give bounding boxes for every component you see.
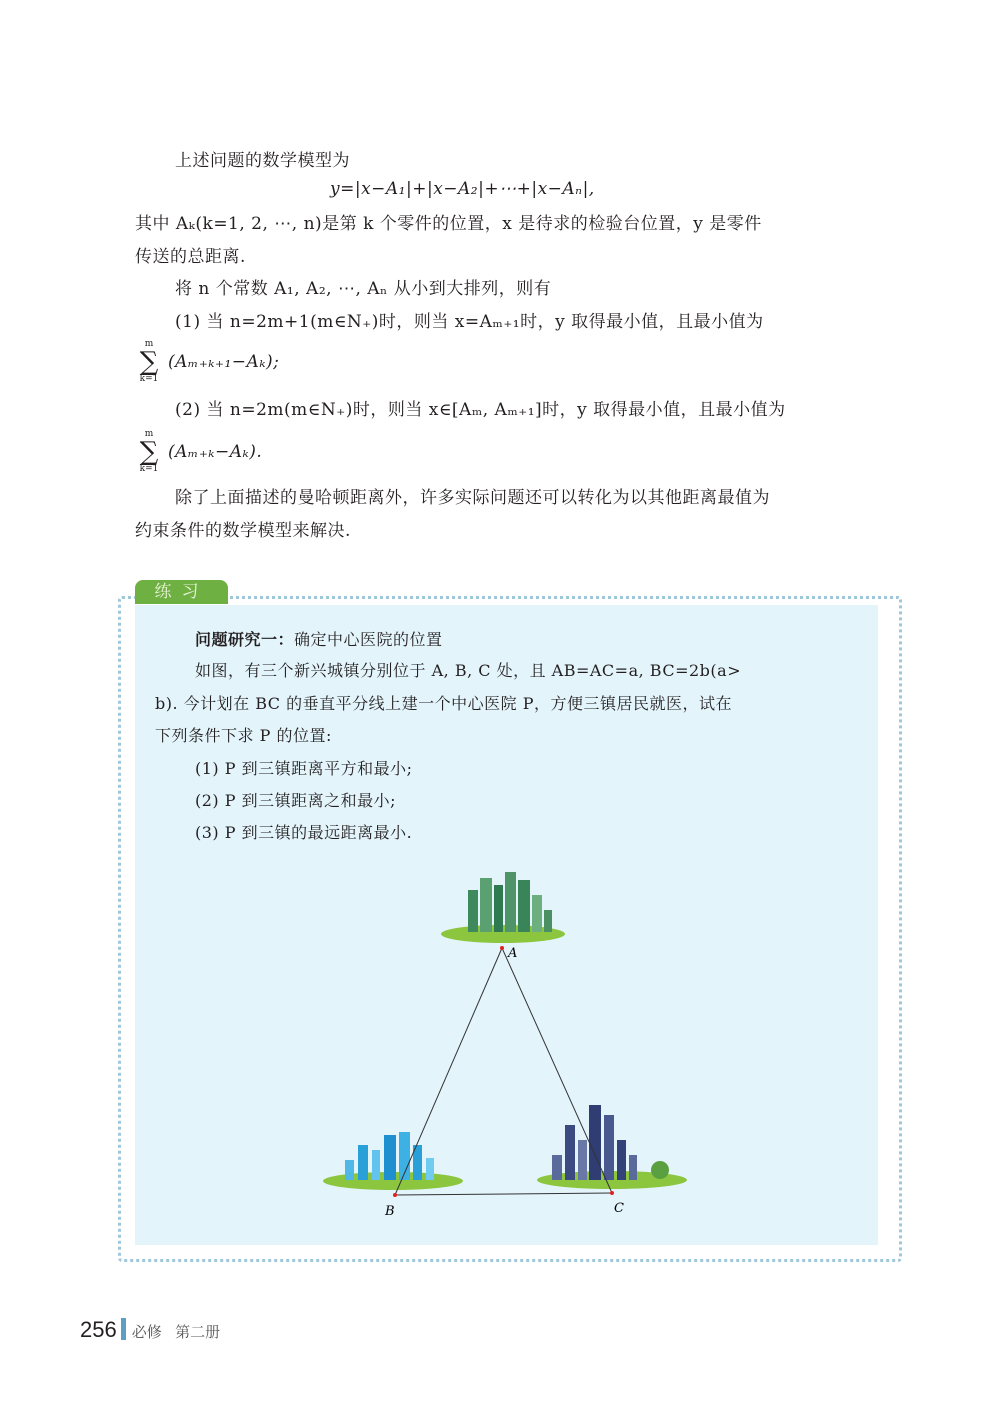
exercise-line: b). 今计划在 BC 的垂直平分线上建一个中心医院 P，方便三镇居民就医，试在 (155, 694, 732, 713)
paragraph: (1) 当 n=2m+1(m∈N₊)时，则当 x=Aₘ₊₁时，y 取得最小值，且最小值为 (175, 312, 764, 332)
sum-upper: m (144, 429, 154, 439)
label-a: A (508, 946, 518, 961)
formula: (Aₘ₊ₖ−Aₖ). (168, 442, 263, 462)
paragraph: 传送的总距离. (135, 247, 246, 267)
paragraph: 将 n 个常数 A₁, A₂, ⋯, Aₙ 从小到大排列，则有 (175, 279, 552, 299)
paragraph: 上述问题的数学模型为 (175, 151, 350, 171)
town-b-illustration (323, 1132, 463, 1190)
exercise-line: (1) P 到三镇距离平方和最小; (195, 759, 413, 778)
paragraph: 约束条件的数学模型来解决. (135, 521, 351, 541)
page-number: 256 (80, 1317, 117, 1342)
town-c-illustration (537, 1105, 687, 1189)
exercise-line: 下列条件下求 P 的位置: (155, 726, 332, 745)
paragraph: (2) 当 n=2m(m∈N₊)时，则当 x∈[Aₘ, Aₘ₊₁]时，y 取得最小值，且最小值为 (175, 400, 786, 420)
page-footer (80, 1317, 220, 1343)
town-a-illustration (441, 872, 565, 943)
sum-lower: k=1 (139, 464, 159, 474)
sum-sign: ∑ (139, 437, 159, 467)
exercise-line: (2) P 到三镇距离之和最小; (195, 791, 396, 810)
volume-title: 第二册 (175, 1324, 221, 1341)
exercise-tag: 练习 (135, 580, 228, 604)
exercise-line: (3) P 到三镇的最远距离最小. (195, 823, 413, 842)
paragraph: 除了上面描述的曼哈顿距离外，许多实际问题还可以转化为以其他距离最值为 (175, 488, 770, 508)
sum-upper: m (144, 339, 154, 349)
exercise-subtitle: 确定中心医院的位置 (294, 630, 443, 649)
footer-bar (121, 1318, 126, 1340)
paragraph: 其中 Aₖ(k=1, 2, ⋯, n)是第 k 个零件的位置，x 是待求的检验台位置，y 是零件 (135, 214, 762, 234)
label-b: B (385, 1204, 395, 1219)
exercise-title: 问题研究一： (195, 630, 295, 649)
formula: y=|x−A₁|+|x−A₂|+⋯+|x−Aₙ|, (330, 179, 595, 199)
sum-lower: k=1 (139, 374, 159, 384)
formula: (Aₘ₊ₖ₊₁−Aₖ); (168, 352, 280, 372)
label-c: C (614, 1201, 624, 1216)
sum-sign: ∑ (139, 347, 159, 377)
book-title: 必修 (131, 1324, 162, 1341)
exercise-line: 如图，有三个新兴城镇分别位于 A, B, C 处，且 AB=AC=a, BC=2b(a> (195, 661, 742, 680)
